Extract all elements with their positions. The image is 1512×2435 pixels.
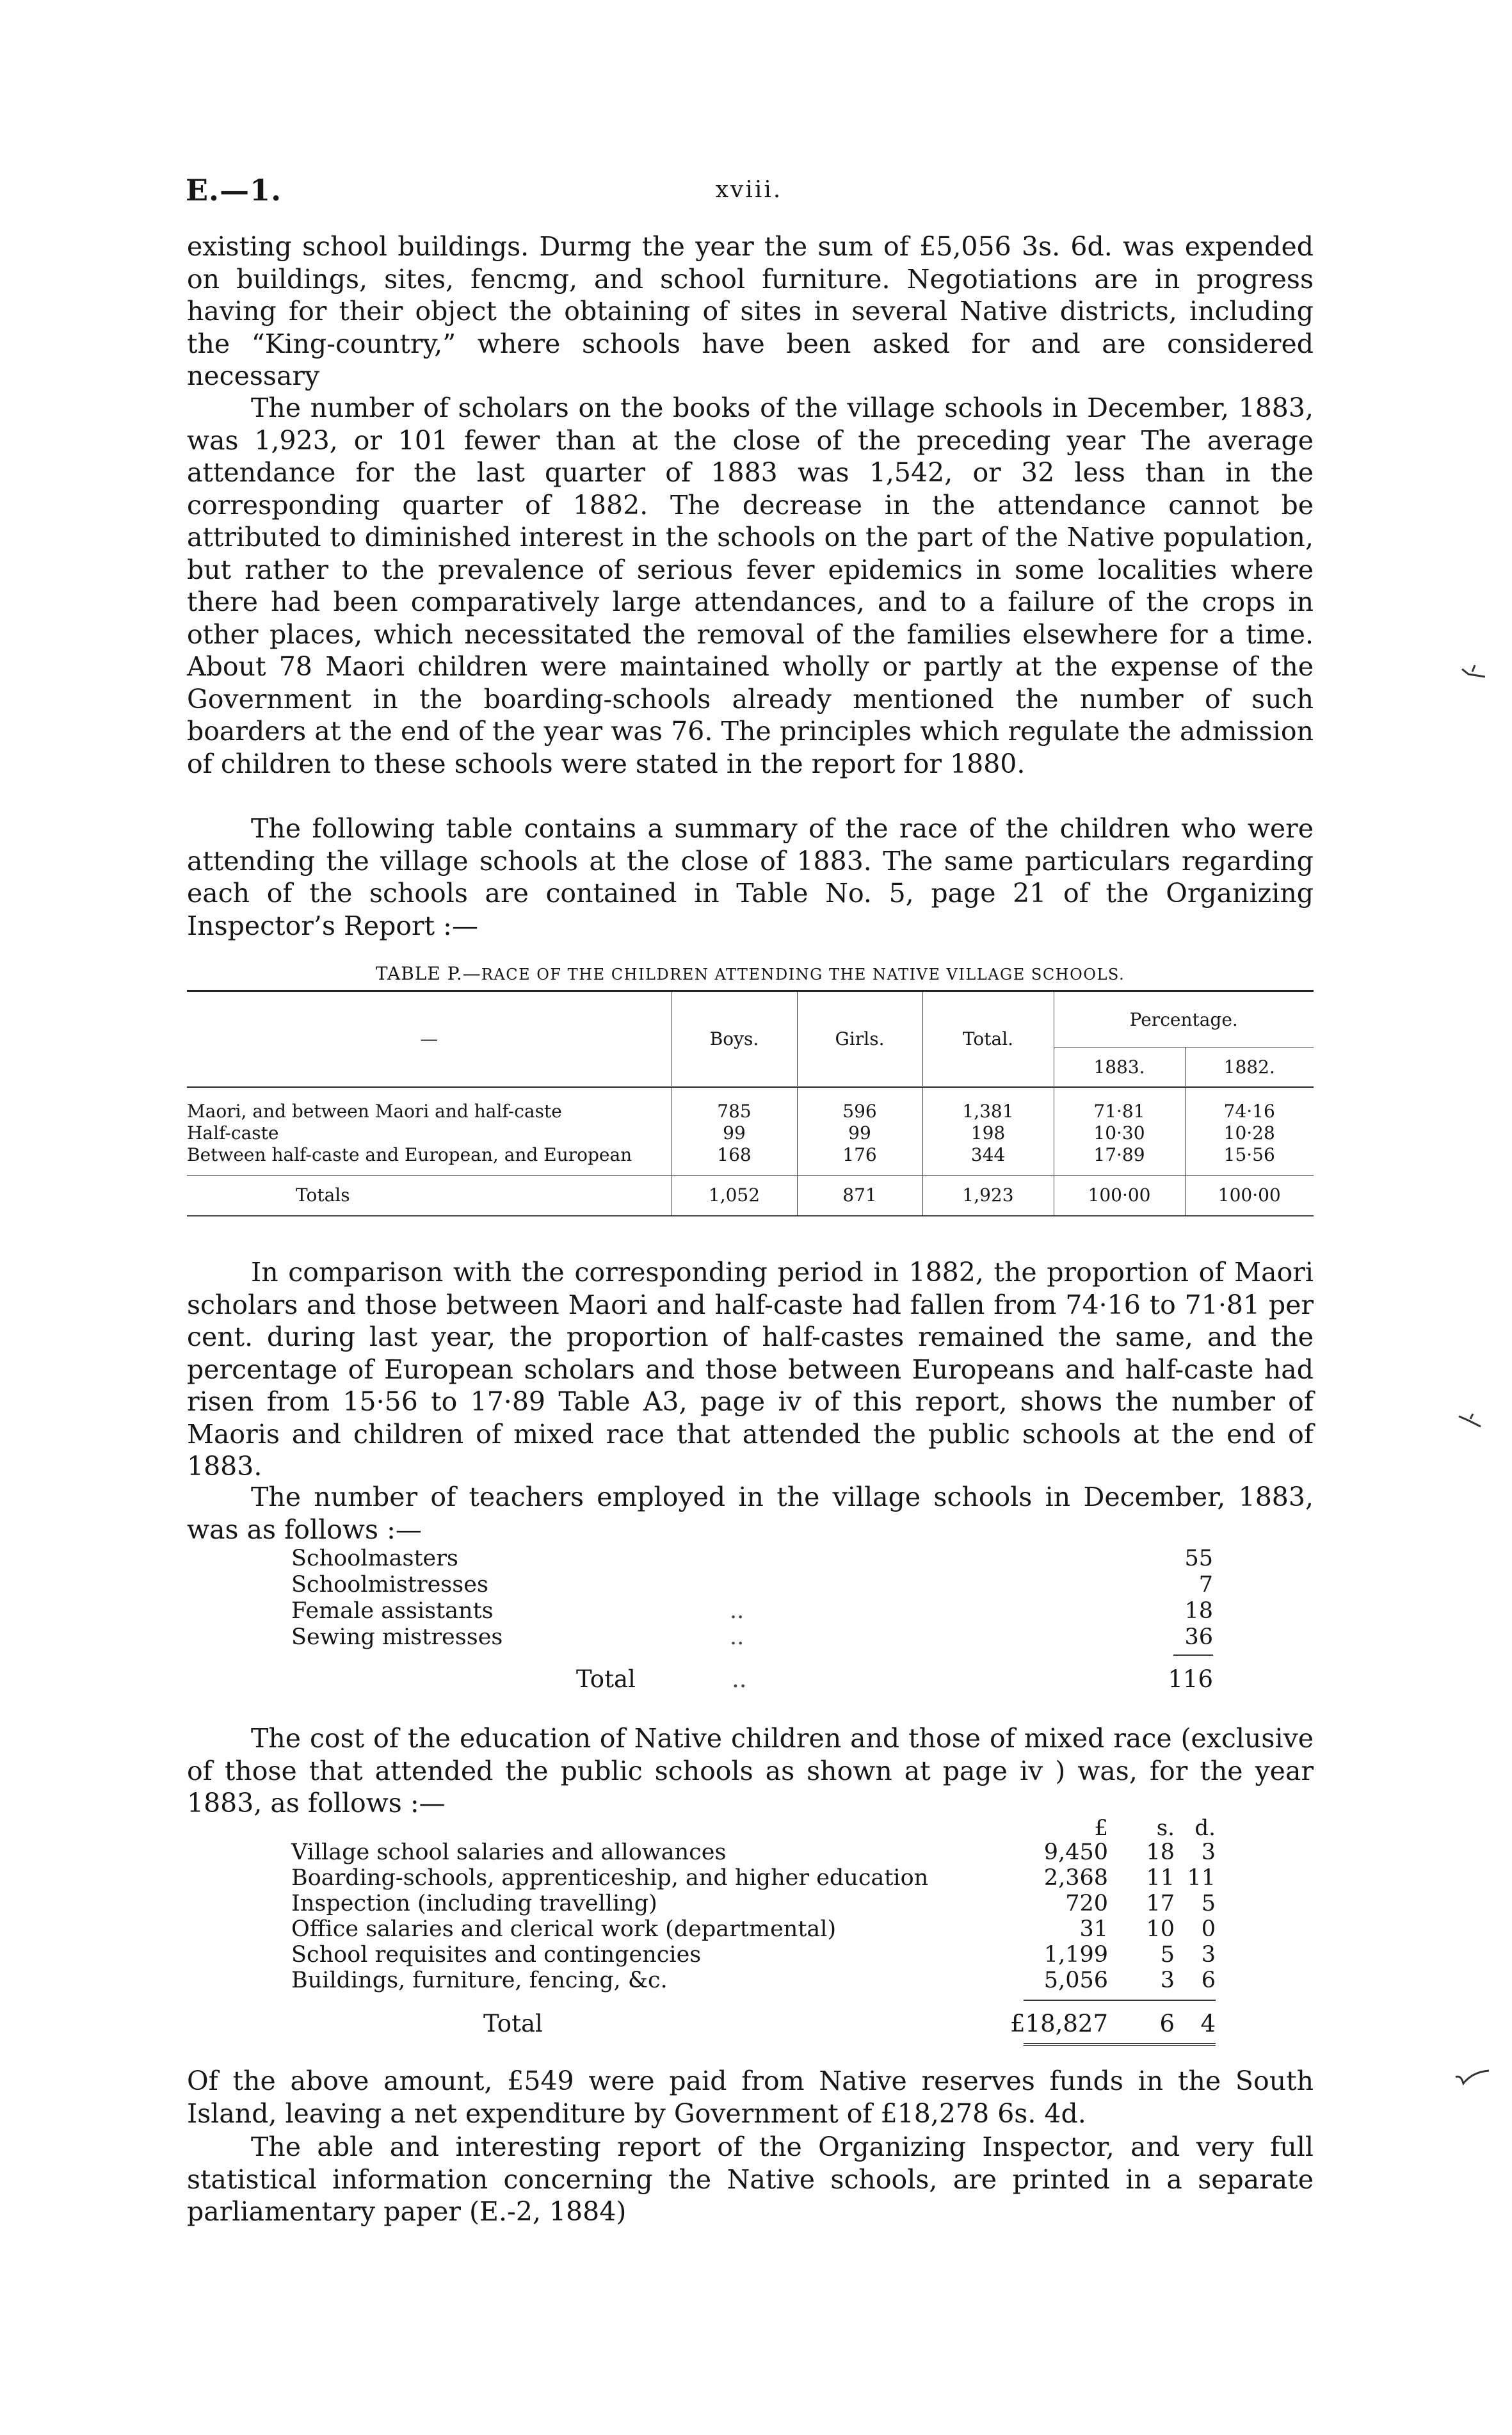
cost-row <box>291 1916 1216 1942</box>
cost-shillings: 3 <box>1160 1968 1175 1993</box>
cost-pounds: 1,199 <box>1043 1942 1108 1968</box>
header-1883: 1883. <box>1054 1048 1185 1087</box>
cost-pounds: 31 <box>1079 1916 1108 1942</box>
cell-boys: 99 <box>672 1122 797 1144</box>
cost-row <box>291 1891 1216 1916</box>
totals-1882: 100·00 <box>1185 1176 1314 1217</box>
cell-girls: 99 <box>797 1122 922 1144</box>
cost-pounds: 720 <box>1065 1891 1108 1916</box>
cost-label: School requisites and contingencies <box>291 1942 702 1968</box>
cost-pence: 6 <box>1201 1968 1216 1993</box>
pounds-heading: £ <box>1094 1815 1108 1841</box>
cell-1883: 17·89 <box>1054 1144 1185 1176</box>
cost-label: Buildings, furniture, fencing, &c. <box>291 1968 668 1993</box>
pence-heading: d. <box>1194 1815 1216 1841</box>
total-label: Total <box>576 1665 636 1693</box>
list-item <box>291 1598 1213 1624</box>
table-title-prefix: TABLE P.— <box>375 963 481 984</box>
cost-row <box>291 1968 1216 1993</box>
cell-boys: 168 <box>672 1144 797 1176</box>
cost-label: Inspection (including travelling) <box>291 1891 657 1916</box>
cell-1882: 15·56 <box>1185 1144 1314 1176</box>
paragraph-3: The following table contains a summary of the race of the children who were attending the village schools at the close of 1883. The same particulars regarding each of the schools are contained in Table No. 5, page 21 of the Organizing Inspector’s Report :— <box>187 813 1314 941</box>
sum-rule <box>291 1651 1213 1661</box>
page-header <box>186 173 1312 211</box>
cost-shillings: 11 <box>1146 1865 1175 1891</box>
header-girls: Girls. <box>797 991 922 1087</box>
item-label: Female assistants <box>291 1598 494 1624</box>
cost-shillings: 10 <box>1146 1916 1175 1942</box>
table-title <box>187 963 1314 984</box>
document-code: E.—1. <box>186 173 282 207</box>
cell-girls: 596 <box>797 1087 922 1123</box>
cost-pence: 3 <box>1201 1840 1216 1865</box>
row-label: Between half-caste and European, and European <box>187 1144 632 1165</box>
item-value: 7 <box>1198 1572 1213 1598</box>
totals-girls: 871 <box>797 1176 922 1217</box>
cell-total: 198 <box>922 1122 1054 1144</box>
header-boys: Boys. <box>672 991 797 1087</box>
cost-label: Village school salaries and allowances <box>291 1840 727 1865</box>
total-pounds: £18,827 <box>1009 2010 1108 2037</box>
cell-total: 1,381 <box>922 1087 1054 1123</box>
race-table <box>187 990 1314 1217</box>
list-item <box>291 1572 1213 1598</box>
cell-girls: 176 <box>797 1144 922 1176</box>
item-value: 18 <box>1184 1598 1213 1624</box>
total-label: Total <box>483 2010 543 2037</box>
cost-table <box>291 1815 1216 2047</box>
item-label: Sewing mistresses <box>291 1624 503 1650</box>
header-percentage: Percentage. <box>1054 991 1314 1048</box>
table-title-text: RACE OF THE CHILDREN ATTENDING THE NATIVE VILLAGE SCHOOLS. <box>481 966 1125 983</box>
teachers-total <box>291 1666 1213 1692</box>
paragraph-8: The able and interesting report of the Organizing Inspector, and very full statistical information concerning the Native schools, are printed in a separate parliamentary paper (E.-2, 1884) <box>187 2132 1314 2227</box>
list-item <box>291 1624 1213 1651</box>
item-value: 36 <box>1184 1624 1213 1650</box>
paragraph-1: existing school buildings. Durmg the year the sum of £5,056 3s. 6d. was expended on buildings, sites, fencmg, and school furniture. Negotiations are in progress having for their object the obtaining of sites in several Native districts, including the “King-country,” where schools have been asked for and are considered necessary <box>187 231 1314 391</box>
cost-pence: 11 <box>1187 1865 1216 1891</box>
margin-check-mark <box>1460 663 1488 682</box>
row-label: Half-caste <box>187 1122 279 1144</box>
cost-shillings: 18 <box>1146 1840 1175 1865</box>
cost-row <box>291 1942 1216 1968</box>
page-number: xviii. <box>715 177 783 203</box>
list-item <box>291 1546 1213 1572</box>
totals-total: 1,923 <box>922 1176 1054 1217</box>
currency-header <box>291 1815 1216 1840</box>
total-pence: 4 <box>1200 2010 1216 2037</box>
row-label: Maori, and between Maori and half-caste <box>187 1101 562 1122</box>
cost-pounds: 9,450 <box>1043 1840 1108 1865</box>
cell-total: 344 <box>922 1144 1054 1176</box>
totals-label: Totals <box>187 1176 672 1217</box>
leader-dots: .. <box>730 1598 744 1624</box>
header-total: Total. <box>922 991 1054 1087</box>
cell-1883: 71·81 <box>1054 1087 1185 1123</box>
cost-pence: 3 <box>1201 1942 1216 1968</box>
cost-total <box>291 2011 1216 2041</box>
margin-check-mark <box>1456 1411 1484 1430</box>
margin-check-mark <box>1453 2068 1492 2087</box>
cost-row <box>291 1865 1216 1891</box>
paragraph-6: The cost of the education of Native children and those of mixed race (exclusive of those that attended the public schools as shown at page iv ) was, for the year 1883, as follows :— <box>187 1723 1314 1818</box>
cost-row <box>291 1840 1216 1865</box>
item-label: Schoolmistresses <box>291 1572 488 1598</box>
totals-1883: 100·00 <box>1054 1176 1185 1217</box>
cost-shillings: 17 <box>1146 1891 1175 1916</box>
paragraph-4: In comparison with the corresponding period in 1882, the proportion of Maori scholars and those between Maori and half-caste had fallen from 74·16 to 71·81 per cent. during last year, the proportion of half-castes remained the same, and the percentage of European scholars and those between Europeans and half-caste had risen from 15·56 to 17·89 Table A3, page iv of this report, shows the number of Maoris and children of mixed race that attended the public schools at the end of 1883. <box>187 1257 1314 1482</box>
cost-pence: 5 <box>1201 1891 1216 1916</box>
leader-dots: .. <box>730 1624 744 1650</box>
item-label: Schoolmasters <box>291 1546 458 1571</box>
table-row <box>187 1144 1314 1176</box>
cell-1883: 10·30 <box>1054 1122 1185 1144</box>
paragraph-2: The number of scholars on the books of the village schools in December, 1883, was 1,923, or 101 fewer than at the close of the preceding year The average attendance for the last quarter of 1883 was 1,542, or 32 less than in the corresponding quarter of 1882. The decrease in the attendance cannot be attributed to diminished interest in the schools on the part of the Native population, but rather to the prevalence of serious fever epidemics in some localities where there had been comparatively large attendances, and to a failure of the crops in other places, which necessitated the removal of the families elsewhere for a time. About 78 Maori children were maintained wholly or partly at the expense of the Government in the boarding-schools already mentioned the number of such boarders at the end of the year was 76. The principles which regulate the admission of children to these schools were stated in the report for 1880. <box>187 392 1314 779</box>
cost-label: Boarding-schools, apprenticeship, and higher education <box>291 1865 929 1891</box>
cost-pence: 0 <box>1201 1916 1216 1942</box>
totals-row <box>187 1176 1314 1217</box>
teachers-list <box>291 1546 1213 1692</box>
cost-pounds: 5,056 <box>1043 1968 1108 1993</box>
shillings-heading: s. <box>1156 1815 1175 1841</box>
item-value: 55 <box>1184 1546 1213 1571</box>
total-shillings: 6 <box>1159 2010 1175 2037</box>
cost-label: Office salaries and clerical work (departmental) <box>291 1916 837 1942</box>
sum-rule <box>291 1993 1216 2007</box>
table-row <box>187 1087 1314 1123</box>
total-double-rule <box>291 2041 1216 2047</box>
cost-shillings: 5 <box>1160 1942 1175 1968</box>
cell-boys: 785 <box>672 1087 797 1123</box>
cell-1882: 74·16 <box>1185 1087 1314 1123</box>
totals-boys: 1,052 <box>672 1176 797 1217</box>
header-blank: — <box>187 991 672 1087</box>
cell-1882: 10·28 <box>1185 1122 1314 1144</box>
paragraph-7: Of the above amount, £549 were paid from Native reserves funds in the South Island, leaving a net expenditure by Government of £18,278 6s. 4d. <box>187 2066 1314 2129</box>
header-1882: 1882. <box>1185 1048 1314 1087</box>
paragraph-5: The number of teachers employed in the village schools in December, 1883, was as follows :— <box>187 1482 1314 1545</box>
leader-dots: .. <box>732 1665 747 1693</box>
table-row <box>187 1122 1314 1144</box>
cost-pounds: 2,368 <box>1043 1865 1108 1891</box>
total-value: 116 <box>1168 1665 1213 1693</box>
